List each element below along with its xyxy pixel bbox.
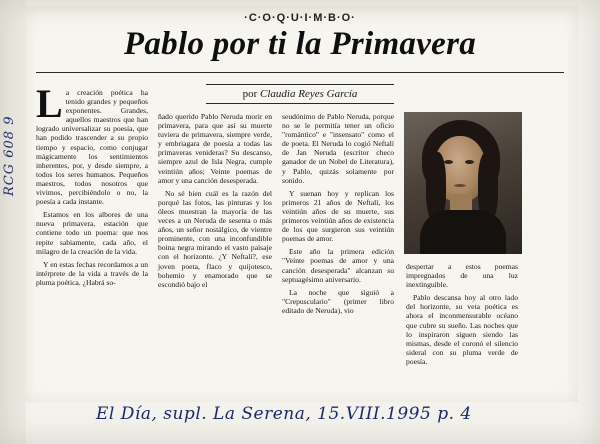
paragraph: Y suenan hoy y replican los primeros 21 años de Neftalí, los veintiún años de su muerte, sus primeros veintiún años de existencia de los que surgieron sus veintiún poemas de amor. [282, 188, 394, 244]
photo-mouth [454, 184, 466, 187]
photo-eye-right [465, 160, 474, 164]
page-left-margin [0, 0, 26, 444]
handwritten-archive-code: RCG 608 9 [2, 115, 17, 196]
byline [206, 88, 394, 100]
paragraph: Pablo descansa hoy al otro lado del horizonte, su veta poética es ahora el inconmensurable océano que cubre su sueño. Las noches que lo inspiraron siguen siendo las mismas, desde el coronó el silencio sideral con su pluma verde de poesía. [406, 293, 518, 366]
drop-cap: L [36, 81, 63, 126]
paragraph: despertar a estos poemas impregnados de una luz inextinguible. [406, 262, 518, 290]
paragraph: seudónimo de Pablo Neruda, porque no se le permitía tener un oficio "romántico" e "insensato" como el de poeta. El Neruda lo cogió Neftalí de Jan Neruda (escritor checo ganador de un Nobel de Literatura), y Pablo, quizás solamente por sonido. [282, 112, 394, 185]
paragraph: Estamos en los albores de una nueva primavera, estación que contiene todo un poema: que nos repite sabiamente, cada año, el milagro de la creación de la vida. [36, 210, 148, 256]
paragraph [36, 81, 148, 207]
handwritten-source-note: El Día, supl. La Serena, 15.VIII.1995 p. 4 [96, 404, 472, 424]
byline-prefix: por [242, 88, 261, 100]
portrait-photo [404, 112, 522, 254]
article-column-4 [406, 262, 518, 370]
paragraph: ñado querido Pablo Neruda morir en primavera, para que así su muerte tuviera de primavera, siempre verde, y embriagara de poesía a todas las primaveras venideras? Su descanso, siempre azul de Isla Negra, cumple veintiún años; Veinte poemas de amor y una canción desesperada. [158, 112, 272, 185]
byline-divider-bottom [206, 103, 394, 104]
paragraph: Y en estas fechas recordamos a un intérprete de la vida a través de la pluma poética. ¿Habrá so- [36, 259, 148, 287]
headline-divider [36, 72, 564, 73]
paragraph-text: a creación poética ha tenido grandes y pequeños exponentes. Grandes, aquellos maestros que han logrado universalizar su poesía, que han podido trascender a su propio tiempo y espacio, como conjugar mágicamente los sentimientos inherentes, por, y desde siempre, a todos los seres humanos. Pequeños maestros, todos nosotros que vivimos, percibiéndolo o no, la poesía a cada instante. [36, 88, 148, 207]
photo-eye-left [444, 160, 453, 164]
page-title: Pablo por ti la Primavera [123, 26, 477, 62]
article-column-1 [36, 81, 148, 291]
byline-author: Claudia Reyes García [260, 88, 358, 100]
paragraph: No sé bien cuál es la razón del porqué las fotos, las pinturas y los óleos muestran la mayoría de las veces a un Neruda de sesenta o más años, un señor nostálgico, de vientre prominente, con una inconfundible boina negra mirando el vasto paisaje con el horizonte. ¿Y Neftalí?, ese joven poeta, flaco y quijotesco, bohemio y enamorado que se escondió bajo el [158, 188, 272, 289]
article-column-2 [158, 112, 272, 293]
article-column-3 [282, 112, 394, 319]
byline-divider-top [206, 84, 394, 85]
paragraph: La noche que siguió a "Crepusculario" (primer libro editado de Neruda), vio [282, 287, 394, 315]
paragraph: Este año la primera edición "Veinte poemas de amor y una canción desesperada" alcanzan su septuagésimo aniversario. [282, 247, 394, 284]
photo-body [420, 210, 506, 254]
section-kicker: ·C·O·Q·U·I·M·B·O· [244, 12, 356, 24]
